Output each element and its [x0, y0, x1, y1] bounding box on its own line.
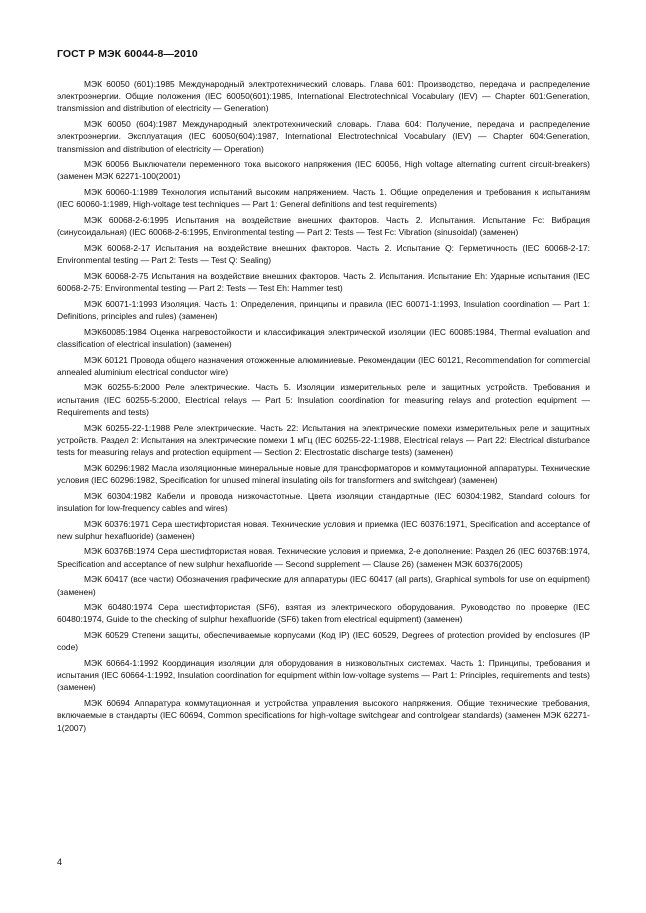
- reference-entry: МЭК 60296:1982 Масла изоляционные минеральные новые для трансформаторов и коммутационной аппаратуры. Технические условия (IEC 60296:1982, Specification for unused mineral insulating oils for transformers and switchgear) (заменен): [57, 462, 590, 485]
- reference-entry: МЭК 60255-5:2000 Реле электрические. Часть 5. Изоляции измерительных реле и защитных устройств. Требования и испытания (IEC 60255-5:2000, Electrical relays — Part 5: Insulation coordination for measuring relays and protection equipment — Requirements and tests): [57, 382, 590, 417]
- reference-entry: МЭК 60376B:1974 Сера шестифтористая новая. Технические условия и приемка, 2-е дополнение: Раздел 26 (IEC 60376B:1974, Specification and acceptance of new sulphur hexafluoride — Second supplement — Clause 26) (заменен МЭК 60376(2005): [57, 546, 590, 569]
- reference-entry: МЭК 60060-1:1989 Технология испытаний высоким напряжением. Часть 1. Общие определения и требования к испытаниям (IEC 60060-1:1989, High-voltage test techniques — Part 1: General definitions and test requirements): [57, 187, 590, 210]
- reference-entry: МЭК 60121 Провода общего назначения отожженные алюминиевые. Рекомендации (IEC 60121, Recommendation for commercial annealed aluminium electrical conductor wire): [57, 354, 590, 377]
- reference-entry: МЭК 60304:1982 Кабели и провода низкочастотные. Цвета изоляции стандартные (IEC 60304:1982, Standard colours for insulation for low-frequency cables and wires): [57, 490, 590, 513]
- reference-entry: МЭК 60255-22-1:1988 Реле электрические. Часть 22: Испытания на электрические помехи измерительных реле и защитных устройств. Раздел 2: Испытания на электрические помехи 1 мГц (IEC 60255-22-1:1988, Electrical relays — Part 22: Electrical disturbance tests for measuring relays and protection equipment — Section 2: Electrostatic discharge tests) (заменен): [57, 422, 590, 457]
- reference-entry: МЭК 60068-2-75 Испытания на воздействие внешних факторов. Часть 2. Испытания. Испытание Eh: Ударные испытания (IEC 60068-2-75: Environmental testing — Part 2: Tests — Test Eh: Hammer test): [57, 270, 590, 294]
- reference-entry: МЭК 60056 Выключатели переменного тока высокого напряжения (IEC 60056, High voltage alternating current circuit-breakers) (заменен МЭК 62271-100(2001): [57, 159, 590, 182]
- reference-entry: МЭК 60480:1974 Сера шестифтористая (SF6), взятая из электрического оборудования. Руководство по проверке (IEC 60480:1974, Guide to the checking of sulphur hexafluoride (SF6) taken from electrical equipment) (заменен): [57, 602, 590, 625]
- page-header-title: ГОСТ Р МЭК 60044-8—2010: [57, 48, 198, 60]
- reference-entry: МЭК 60071-1:1993 Изоляция. Часть 1: Определения, принципы и правила (IEC 60071-1:1993, Insulation coordination — Part 1: Definitions, principles and rules) (заменен): [57, 298, 590, 321]
- reference-entry: МЭК 60376:1971 Сера шестифтористая новая. Технические условия и приемка (IEC 60376:1971, Specification and acceptance of new sulphur hexafluoride) (заменен): [57, 518, 590, 541]
- reference-entry: МЭК 60417 (все части) Обозначения графические для аппаратуры (IEC 60417 (all parts), Graphical symbols for use on equipment) (заменен): [57, 574, 590, 597]
- page-number: 4: [57, 857, 63, 867]
- references-list: [57, 78, 590, 737]
- reference-entry: МЭК 60068-2-6:1995 Испытания на воздействие внешних факторов. Часть 2. Испытания. Испытание Fc: Вибрация (синусоидальная) (IEC 60068-2-6:1995, Environmental testing — Part 2: Tests — Test Fc: Vibration (sinusoidal) (заменен): [57, 215, 590, 238]
- reference-entry: МЭК 60068-2-17 Испытания на воздействие внешних факторов. Часть 2. Испытание Q: Герметичность (IEC 60068-2-17: Environmental testing — Part 2: Tests — Test Q: Sealing): [57, 242, 590, 266]
- reference-entry: МЭК 60050 (601):1985 Международный электротехнический словарь. Глава 601: Производство, передача и распределение электроэнергии. Общие положения (IEC 60050(601):1985, International Electrotechnical Vocabulary (IEV) — Chapter 601:Generation, transmission and distribution of electricity — Generation): [57, 79, 590, 114]
- reference-entry: МЭК 60694 Аппаратура коммутационная и устройства управления высокого напряжения. Общие технические требования, включаемые в стандарты (IEC 60694, Common specifications for high-voltage switchgear and controlgear standards) (заменен МЭК 62271-1(2007): [57, 698, 590, 733]
- reference-entry: МЭК 60529 Степени защиты, обеспечиваемые корпусами (Код IP) (IEC 60529, Degrees of protection provided by enclosures (IP code): [57, 630, 590, 653]
- reference-entry: МЭК 60050 (604):1987 Международный электротехнический словарь. Глава 604: Получение, передача и распределение электроэнергии. Эксплуатация (IEC 60050(604):1987, International Electrotechnical Vocabulary (IEV) — Chapter 604:Generation, transmission and distribution of electricity — Operation): [57, 119, 590, 154]
- reference-entry: МЭК 60664-1:1992 Координация изоляции для оборудования в низковольтных системах. Часть 1: Принципы, требования и испытания (IEC 60664-1:1992, Insulation coordination for equipment within low-voltage systems — Part 1: Principles, requirements and tests) (заменен): [57, 658, 590, 693]
- reference-entry: МЭК60085:1984 Оценка нагревостойкости и классификация электрической изоляции (IEC 60085:1984, Thermal evaluation and classification of electrical insulation) (заменен): [57, 326, 590, 349]
